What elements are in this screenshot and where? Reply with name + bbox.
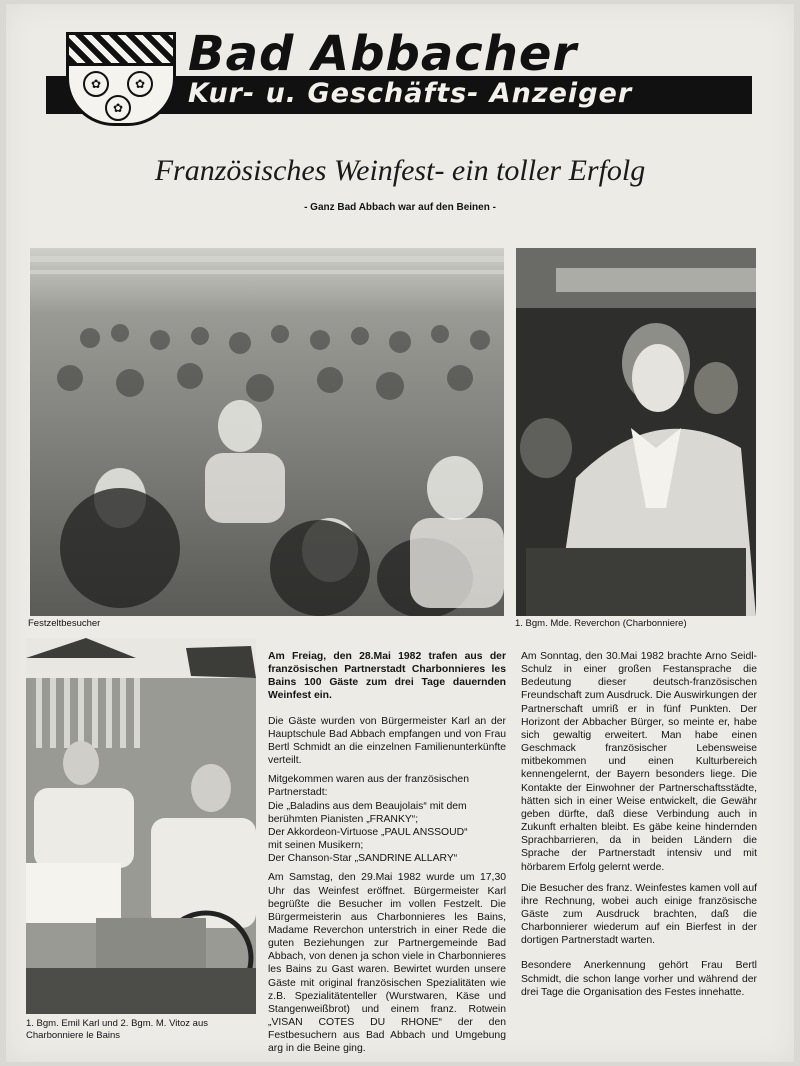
coat-of-arms-logo (66, 32, 176, 126)
crest-rose-icon: ✿ (83, 71, 109, 97)
article-paragraph: Die Besucher des franz. Weinfestes kamen voll auf ihre Rechnung, wobei auch einige französische Gäste zum Ausdruck brachten, daß die Charbonnierer wiederum auf ein Bierfest in der dortigen Partnerstadt warten. (521, 882, 757, 947)
guests-line: Der Akkordeon-Virtuose „PAUL ANSSOUD“ (268, 826, 468, 838)
guests-line: berühmten Pianisten „FRANKY“; (268, 813, 419, 825)
reverchon-photo-caption: 1. Bgm. Mde. Reverchon (Charbonniere) (515, 618, 687, 629)
reverchon-photo (516, 248, 756, 616)
article-column-2 (521, 650, 757, 1005)
article-column-1 (268, 650, 506, 1062)
article-headline: Französisches Weinfest- ein toller Erfolg (154, 154, 646, 187)
guests-line: Der Chanson-Star „SANDRINE ALLARY“ (268, 853, 458, 865)
crest-rose-icon: ✿ (105, 95, 131, 121)
crest-diamond-pattern (69, 35, 173, 66)
article-paragraph: Am Samstag, den 29.Mai 1982 wurde um 17,30 Uhr das Weinfest eröffnet. Bürgermeister Karl begrüßte die Besucher im vollen Festzelt. Die Bürgermeisterin aus Charbonnieres les Bains, Madame Reverchon unterstrich in einer Rede die guten Beziehungen zur Partnergemeinde Bad Abbach, von denen ja schon viele in Charbonnieres les Bains zu Gast waren. Bewirtet wurden unsere Gäste mit original französischen Spezialitäten wie z.B. Spezialitätenteller (Wurstwaren, Käse und Stangenweißbrot) und einem franz. Rotwein „VISAN COTES DU RHONE“ der den Festbesuchern aus Bad Abbach und Umgebung arg in die Beine ging. (268, 872, 506, 1055)
mayors-photo-caption: 1. Bgm. Emil Karl und 2. Bgm. M. Vitoz aus Charbonniere le Bains (26, 1018, 208, 1041)
crest-rose-icon: ✿ (127, 71, 153, 97)
article-paragraph: Besondere Anerkennung gehört Frau Bertl Schmidt, die schon lange vorher und während der drei Tage die Organisation des Festes innehatte. (521, 960, 757, 998)
newspaper-page (6, 4, 794, 1062)
guests-line: Die „Baladins aus dem Beaujolais“ mit dem (268, 800, 467, 812)
article-paragraph: Am Sonntag, den 30.Mai 1982 brachte Arno Seidl-Schulz in einer großen Festansprache die Bedeutung dieser deutsch-französischen Freundschaft zum Ausdruck. Die Auswirkungen der Partnerschaft umriß er in fünf Punkten. Der Horizont der Abbacher Bürger, so meinte er, habe sich gewaltig erweitert. Man habe einen Geschmack französischer Lebensweise mitbekommen und einen Kulturbereich kennengelernt, der Bayern besonders liege. Die Kontakte der Einwohner der Partnerschaftsstädte, hätten sich in einer Weise entwickelt, die Gewähr geben dürfte, daß diese Verbindung auch in Zukunft erhalten bleibt. Es gäbe keine hindernden Sprachbarrieren, da in beiden Ländern die Sprache der Partnerstadt intensiv und mit hörbarem Erfolg gelernt werde. (521, 651, 757, 873)
article-subheadline: - Ganz Bad Abbach war auf den Beinen - (304, 202, 496, 213)
crowd-photo-caption: Festzeltbesucher (28, 618, 101, 629)
mayors-photo-image (26, 638, 256, 1014)
reverchon-photo-image (516, 248, 756, 616)
masthead-title: Bad Abbacher (188, 26, 578, 82)
guests-line: Partnerstadt: (268, 787, 328, 799)
article-lead: Am Freiag, den 28.Mai 1982 trafen aus der französischen Partnerstadt Charbonnieres les Bains 100 Gäste zum drei Tage dauernden Weinfest ein. (268, 651, 506, 702)
masthead-subtitle: Kur- u. Geschäfts- Anzeiger (188, 78, 633, 109)
article-paragraph: Die Gäste wurden von Bürgermeister Karl an der Hauptschule Bad Abbach empfangen und von Frau Bertl Schmidt an die einzelnen Familienunterkünfte verteilt. (268, 715, 506, 767)
mayors-photo (26, 638, 256, 1014)
crowd-photo (30, 248, 504, 616)
guests-line: mit seinen Musikern; (268, 840, 364, 852)
masthead (46, 28, 752, 120)
guests-line: Mitgekommen waren aus der französischen (268, 774, 469, 786)
crowd-photo-image (30, 248, 504, 616)
